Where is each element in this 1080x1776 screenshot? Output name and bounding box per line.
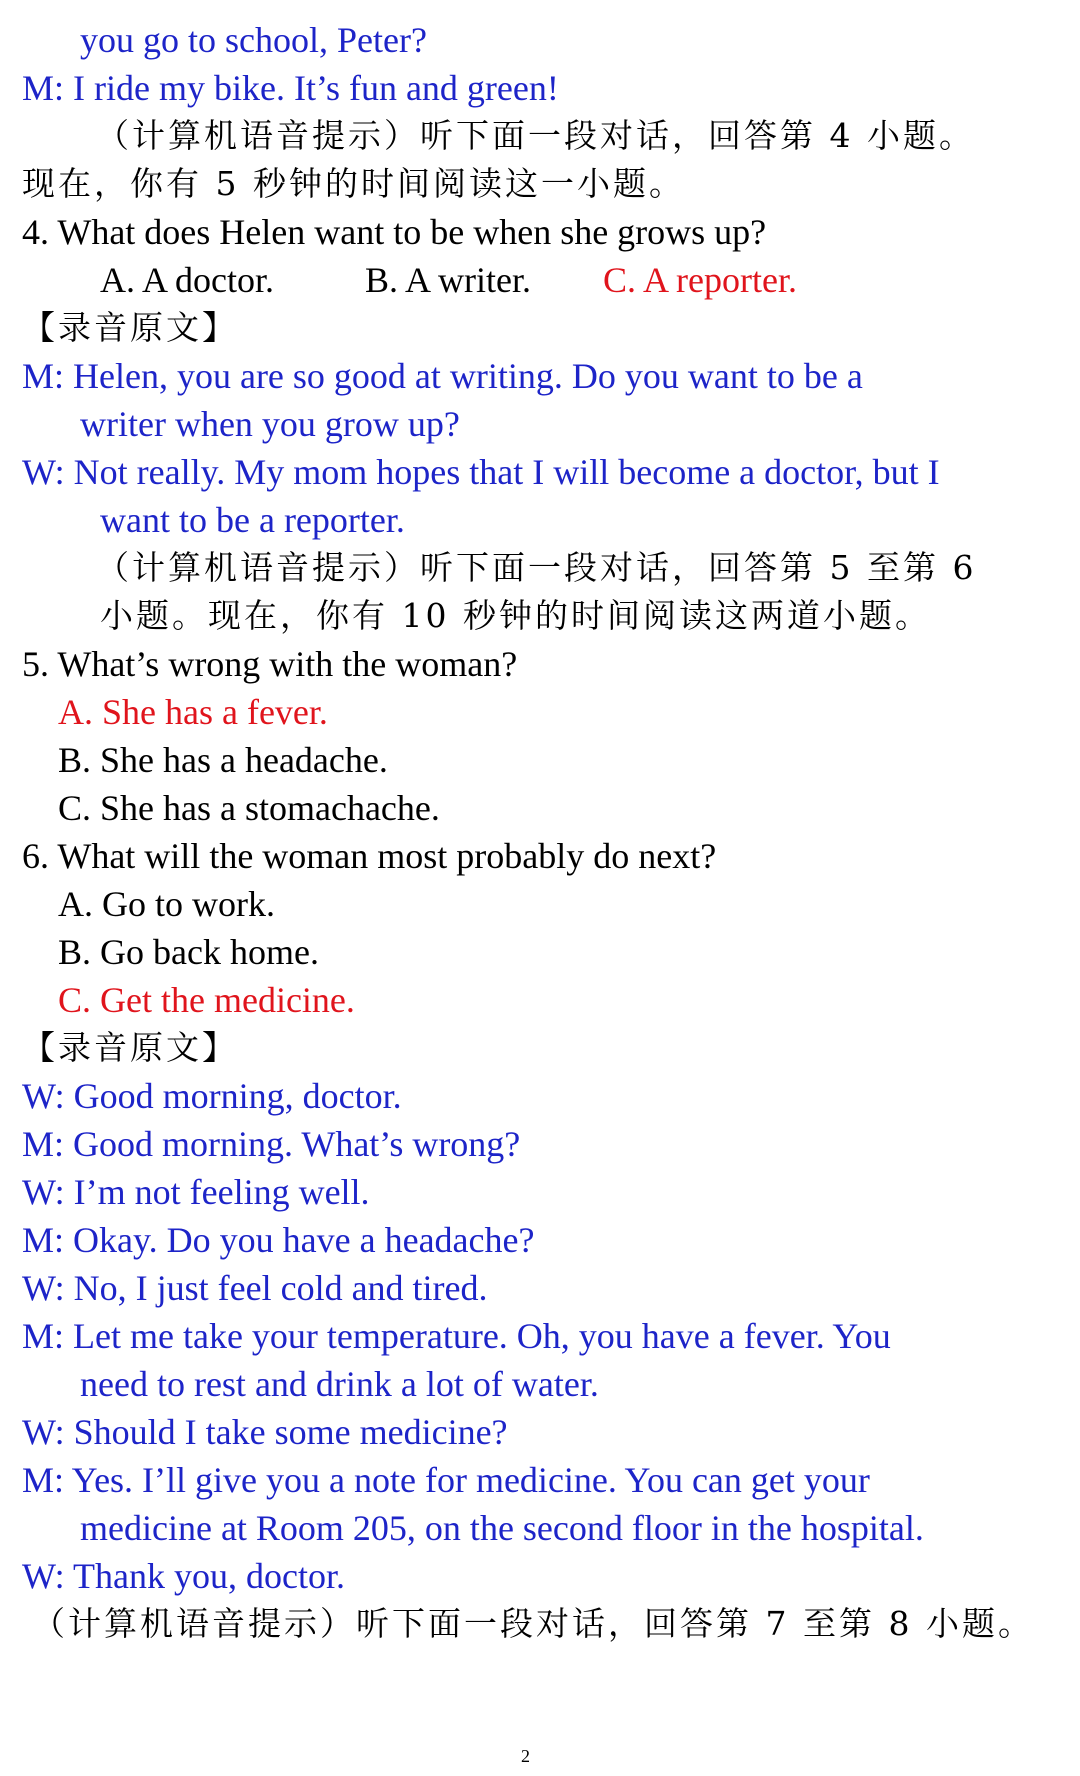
option-a: A. A doctor. bbox=[100, 260, 275, 300]
dialogue-line: writer when you grow up? bbox=[80, 404, 460, 444]
dialogue-line: medicine at Room 205, on the second floor in the hospital. bbox=[80, 1508, 924, 1548]
dialogue-line: W: I’m not feeling well. bbox=[22, 1172, 370, 1212]
audio-prompt: （计算机语音提示）听下面一段对话，回答第 5 至第 6 bbox=[96, 548, 977, 587]
dialogue-line: need to rest and drink a lot of water. bbox=[80, 1364, 599, 1404]
page-number: 2 bbox=[521, 1746, 530, 1766]
dialogue-line: W: Not really. My mom hopes that I will become a doctor, but I bbox=[22, 452, 940, 492]
transcript-heading: 【录音原文】 bbox=[22, 1028, 238, 1067]
dialogue-line: M: Good morning. What’s wrong? bbox=[22, 1124, 521, 1164]
dialogue-line: M: I ride my bike. It’s fun and green! bbox=[22, 68, 559, 108]
question-5: 5. What’s wrong with the woman? bbox=[22, 644, 518, 684]
question-6: 6. What will the woman most probably do next? bbox=[22, 836, 717, 876]
dialogue-line: want to be a reporter. bbox=[100, 500, 405, 540]
option-c-answer: C. Get the medicine. bbox=[58, 980, 355, 1020]
dialogue-line: M: Okay. Do you have a headache? bbox=[22, 1220, 535, 1260]
dialogue-line: M: Helen, you are so good at writing. Do you want to be a bbox=[22, 356, 863, 396]
dialogue-line: M: Let me take your temperature. Oh, you have a fever. You bbox=[22, 1316, 891, 1356]
dialogue-line: W: No, I just feel cold and tired. bbox=[22, 1268, 488, 1308]
dialogue-line: you go to school, Peter? bbox=[80, 20, 427, 60]
audio-prompt: 现在，你有 5 秒钟的时间阅读这一小题。 bbox=[22, 164, 685, 203]
dialogue-line: W: Should I take some medicine? bbox=[22, 1412, 508, 1452]
audio-prompt: 小题。现在，你有 10 秒钟的时间阅读这两道小题。 bbox=[100, 596, 931, 635]
question-4: 4. What does Helen want to be when she grows up? bbox=[22, 212, 767, 252]
option-b: B. She has a headache. bbox=[58, 740, 388, 780]
option-c: C. She has a stomachache. bbox=[58, 788, 440, 828]
option-a: A. Go to work. bbox=[58, 884, 275, 924]
dialogue-line: W: Good morning, doctor. bbox=[22, 1076, 402, 1116]
option-b: B. Go back home. bbox=[58, 932, 319, 972]
dialogue-line: M: Yes. I’ll give you a note for medicine. You can get your bbox=[22, 1460, 870, 1500]
transcript-heading: 【录音原文】 bbox=[22, 308, 238, 347]
option-c-answer: C. A reporter. bbox=[603, 260, 797, 300]
option-b: B. A writer. bbox=[365, 260, 532, 300]
dialogue-line: W: Thank you, doctor. bbox=[22, 1556, 345, 1596]
audio-prompt: （计算机语音提示）听下面一段对话，回答第 7 至第 8 小题。 bbox=[32, 1604, 1034, 1643]
audio-prompt: （计算机语音提示）听下面一段对话，回答第 4 小题。 bbox=[96, 116, 975, 155]
option-a-answer: A. She has a fever. bbox=[58, 692, 328, 732]
